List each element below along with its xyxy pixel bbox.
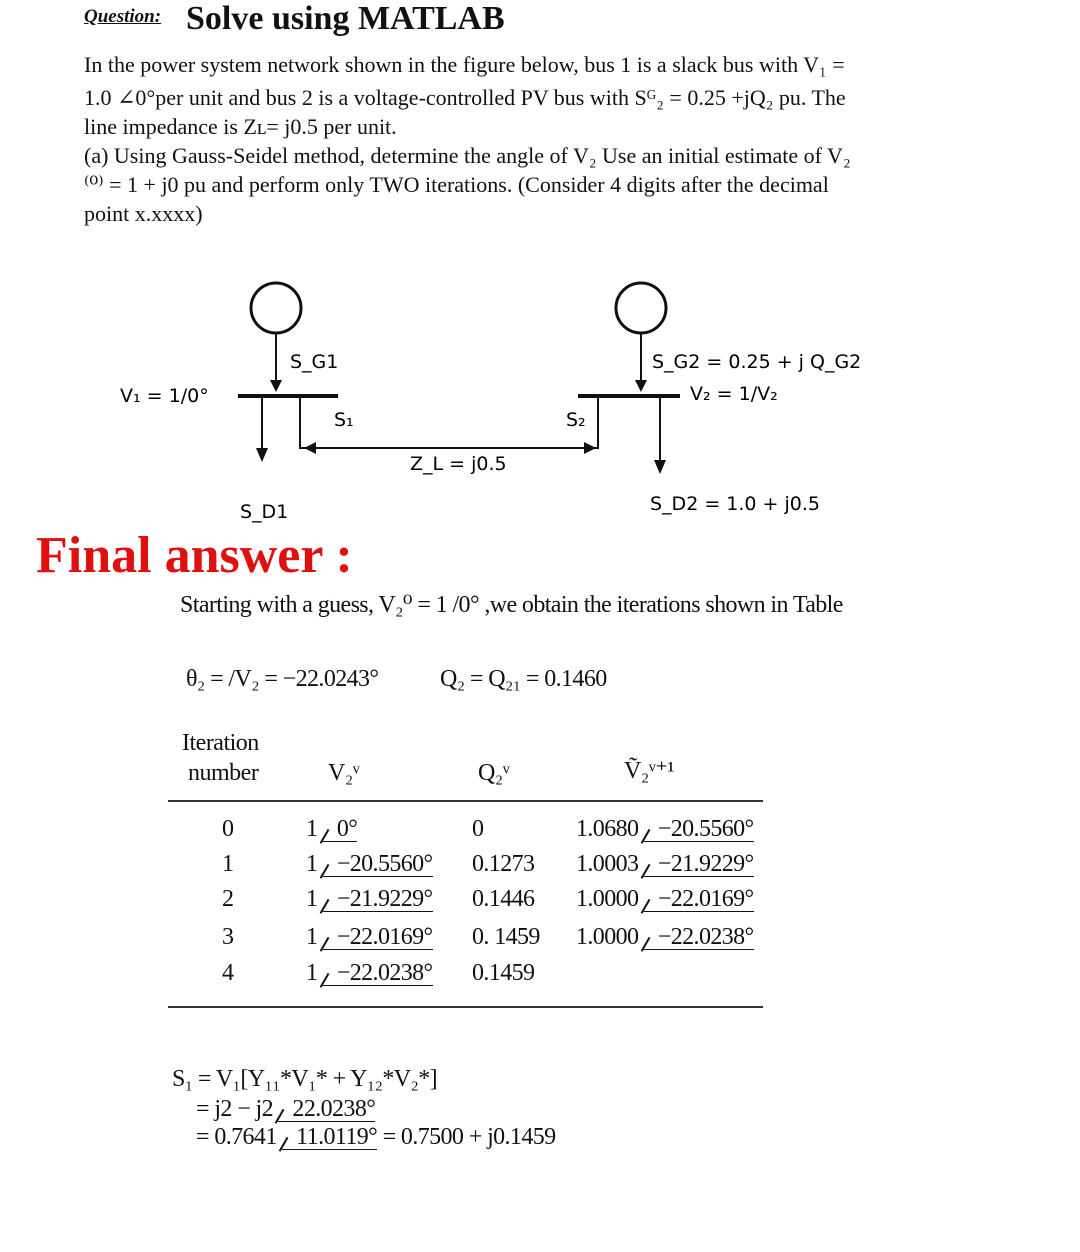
s1-equation-line-2: = j2 − j2 22.0238°: [196, 1096, 376, 1122]
final-answer-heading: Final answer :: [36, 527, 353, 584]
power-system-diagram: [0, 270, 1080, 530]
generator-2-icon: [616, 283, 666, 333]
load-2-arrow: [654, 460, 666, 474]
table-header-iteration: Iteration: [182, 730, 259, 756]
table-header-q: Q₂ᵛ: [478, 760, 510, 786]
generator-1-icon: [251, 283, 301, 333]
question-line-2: 1.0 ∠0°per unit and bus 2 is a voltage-controlled PV bus with Sᴳ₂ = 0.25 +jQ₂ pu. The: [84, 85, 846, 110]
theta-result: θ₂ = /V₂ = −22.0243°: [186, 666, 379, 692]
sd1-label: S_D1: [240, 501, 289, 523]
table-bottom-rule: [168, 1006, 763, 1008]
q-result: Q₂ = Q₂₁ = 0.1460: [440, 666, 607, 692]
question-line-4: (a) Using Gauss-Seidel method, determine the angle of V₂ Use an initial estimate of V₂: [84, 143, 851, 168]
question-line-3: line impedance is Zʟ= j0.5 per unit.: [84, 114, 397, 139]
s1-label: S₁: [334, 409, 354, 431]
table-header-vnext: Ṽ₂ᵛ⁺¹: [624, 758, 675, 784]
table-top-rule: [168, 800, 763, 802]
load-1-arrow: [256, 448, 268, 462]
table-header-v: V₂ᵛ: [328, 760, 360, 786]
v1-label: V₁ = 1/0°: [120, 385, 209, 407]
question-title: Solve using MATLAB: [186, 0, 505, 37]
sd2-label: S_D2 = 1.0 + j0.5: [650, 493, 820, 515]
question-line-5: ⁽⁰⁾ = 1 + j0 pu and perform only TWO iterations. (Consider 4 digits after the decimal: [84, 172, 829, 197]
answer-intro: Starting with a guess, V₂⁰ = 1 /0° ,we obtain the iterations shown in Table: [180, 592, 843, 618]
question-line-1: In the power system network shown in the figure below, bus 1 is a slack bus with V₁ =: [84, 52, 845, 77]
table-header-number: number: [188, 760, 259, 786]
s2-label: S₂: [566, 409, 586, 431]
s1-equation-line-1: S₁ = V₁[Y₁₁*V₁* + Y₁₂*V₂*]: [172, 1066, 438, 1092]
question-line-6: point x.xxxx): [84, 201, 203, 226]
sg1-label: S_G1: [290, 351, 339, 373]
question-label: Question:: [84, 6, 162, 27]
s1-equation-line-3: = 0.7641 11.0119° = 0.7500 + j0.1459: [196, 1124, 556, 1150]
sg2-label: S_G2 = 0.25 + j Q_G2: [652, 351, 862, 373]
v2-label: V₂ = 1/V₂: [690, 383, 778, 405]
zl-label: Z_L = j0.5: [410, 453, 507, 475]
